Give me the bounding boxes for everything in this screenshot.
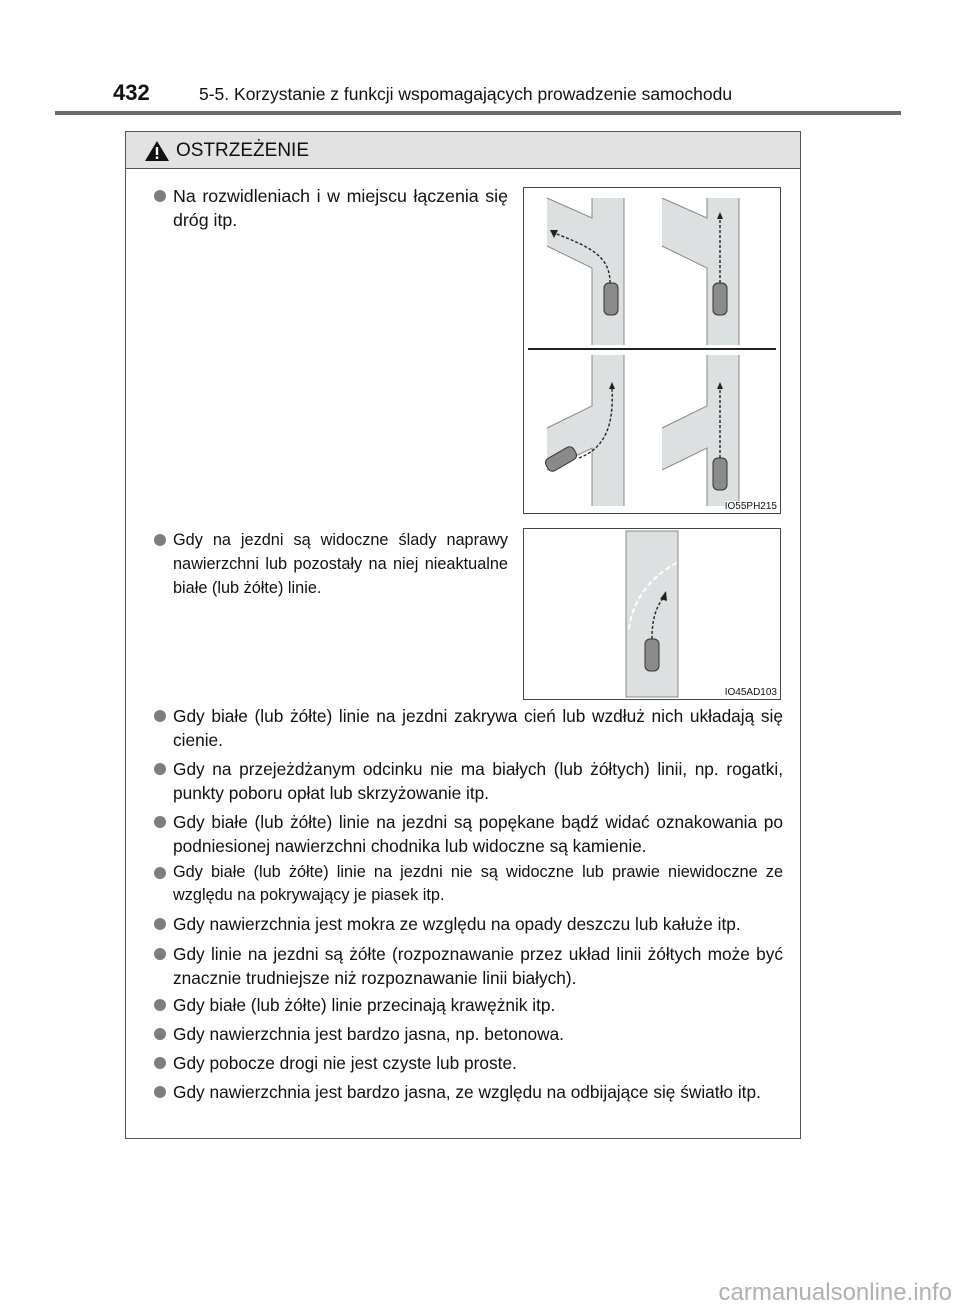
warning-title: OSTRZEŻENIE bbox=[176, 140, 310, 161]
list-item: Gdy nawierzchnia jest bardzo jasna, np. betonowa. bbox=[173, 1022, 783, 1046]
list-item: Gdy nawierzchnia jest bardzo jasna, ze względu na odbijające się światło itp. bbox=[173, 1080, 783, 1104]
list-item: Gdy białe (lub żółte) linie na jezdni zakrywa cień lub wzdłuż nich układają się cienie. bbox=[173, 706, 783, 750]
list-item: Gdy białe (lub żółte) linie na jezdni są popękane bądź widać oznakowania po podniesionej nawierzchni chodnika lub widoczne są kamienie. bbox=[173, 812, 783, 856]
list-item: Gdy białe (lub żółte) linie przecinają krawężnik itp. bbox=[173, 993, 783, 1017]
page-number: 432 bbox=[113, 80, 150, 105]
list-item: Gdy na przejeżdżanym odcinku nie ma białych (lub żółtych) linii, np. rogatki, punkty poboru opłat lub skrzyżowanie itp. bbox=[173, 759, 783, 803]
figure-code: IO55PH215 bbox=[724, 501, 777, 512]
lane-illustration bbox=[524, 529, 780, 699]
list-item: Gdy pobocze drogi nie jest czyste lub proste. bbox=[173, 1051, 783, 1075]
header-rule bbox=[55, 111, 901, 115]
watermark: carmanualsonline.info bbox=[718, 1279, 952, 1306]
warning-box bbox=[125, 131, 801, 1139]
list-item: Gdy białe (lub żółte) linie na jezdni nie są widoczne lub prawie niewidoczne ze względu na pokrywający je piasek itp. bbox=[173, 861, 783, 907]
warning-header bbox=[126, 132, 800, 169]
list-item: Na rozwidleniach i w miejscu łączenia się dróg itp. bbox=[173, 186, 508, 230]
figure-road-junctions bbox=[523, 187, 781, 514]
figure-code: IO45AD103 bbox=[724, 687, 777, 698]
list-item: Gdy na jezdni są widoczne ślady naprawy nawierzchni lub pozostały na niej nieaktualne białe (lub żółte) linie. bbox=[173, 528, 508, 600]
warning-triangle-icon bbox=[144, 140, 170, 162]
section-title: 5-5. Korzystanie z funkcji wspomagających prowadzenie samochodu bbox=[199, 84, 733, 104]
list-item: Gdy linie na jezdni są żółte (rozpoznawanie przez układ linii żółtych może być znacznie trudniejsze niż rozpoznawanie linii białych). bbox=[173, 944, 783, 988]
list-item: Gdy nawierzchnia jest mokra ze względu na opady deszczu lub kałuże itp. bbox=[173, 912, 783, 936]
figure-road-shadow bbox=[523, 528, 781, 700]
junction-illustration bbox=[524, 188, 780, 513]
